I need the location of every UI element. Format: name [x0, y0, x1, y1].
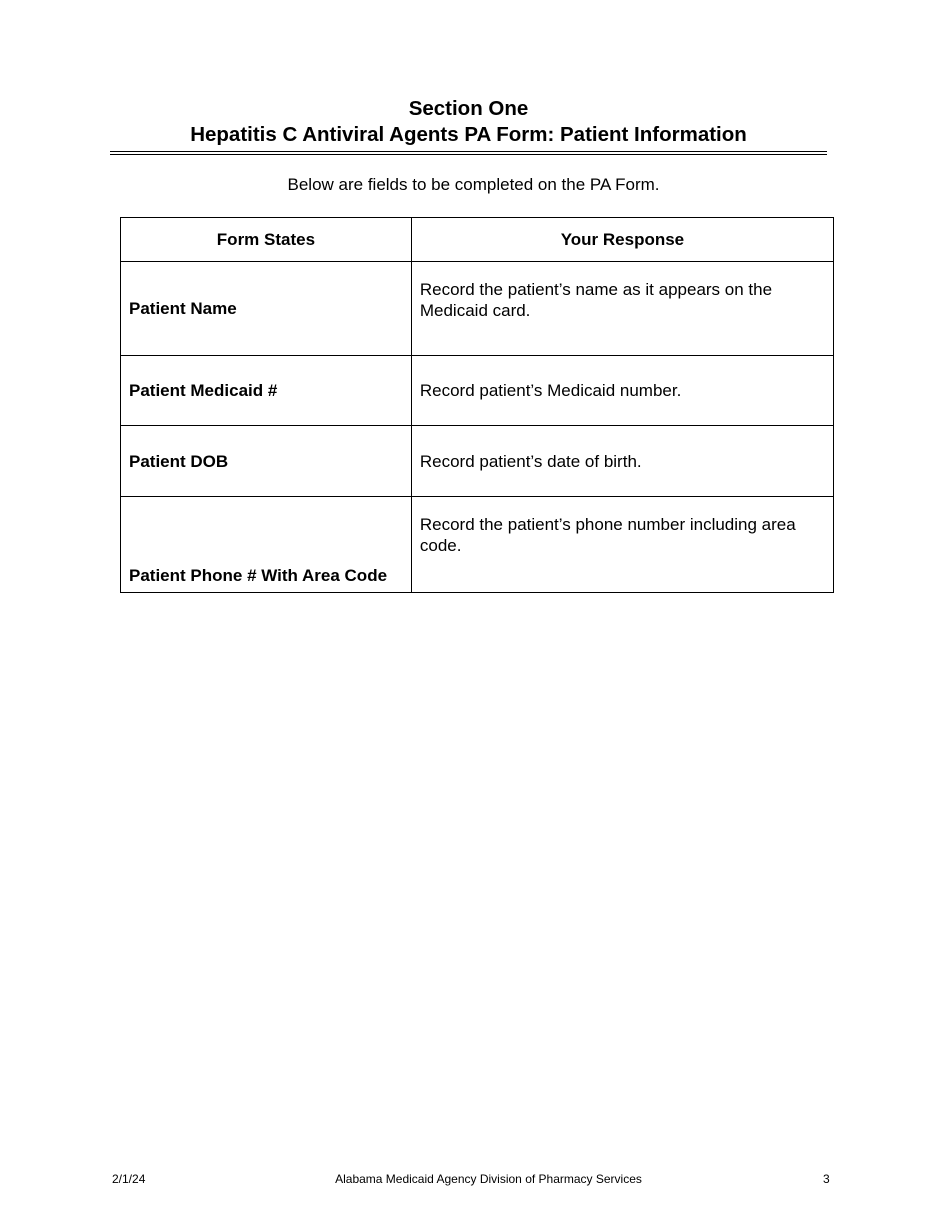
field-response-patient-name: Record the patient’s name as it appears on the Medicaid card.	[411, 262, 833, 356]
table-row	[121, 356, 834, 426]
field-response-patient-medicaid: Record patient’s Medicaid number.	[411, 356, 833, 426]
page-header	[110, 96, 827, 148]
page-title: Hepatitis C Antiviral Agents PA Form: Patient Information	[190, 123, 747, 146]
field-response-patient-phone: Record the patient’s phone number including area code.	[411, 497, 833, 593]
column-header-your-response: Your Response	[411, 218, 833, 262]
field-label-patient-name: Patient Name	[121, 262, 412, 356]
form-fields-table	[120, 217, 834, 593]
footer-date: 2/1/24	[112, 1172, 146, 1186]
table-row	[121, 497, 834, 593]
header-double-rule	[110, 151, 827, 155]
field-label-patient-dob: Patient DOB	[121, 426, 412, 497]
intro-text: Below are fields to be completed on the PA Form.	[287, 175, 660, 194]
footer-agency: Alabama Medicaid Agency Division of Pharmacy Services	[335, 1172, 642, 1186]
footer-page-number: 3	[823, 1172, 830, 1186]
field-label-patient-medicaid: Patient Medicaid #	[121, 356, 412, 426]
field-label-patient-phone: Patient Phone # With Area Code	[121, 497, 412, 593]
table-header-row	[121, 218, 834, 262]
table-row	[121, 262, 834, 356]
field-response-patient-dob: Record patient’s date of birth.	[411, 426, 833, 497]
table-row	[121, 426, 834, 497]
column-header-form-states: Form States	[121, 218, 412, 262]
section-title: Section One	[408, 97, 529, 120]
